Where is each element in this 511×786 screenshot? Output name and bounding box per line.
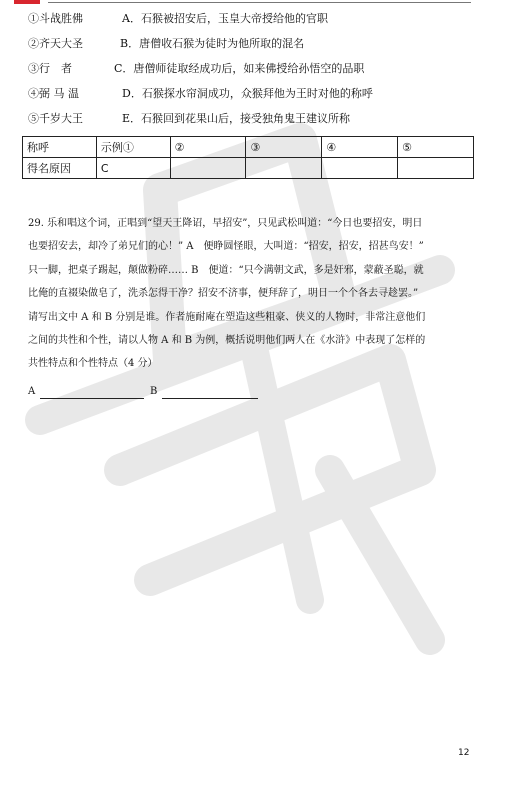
table-cell: 得名原因 <box>23 158 97 179</box>
table-row <box>23 158 474 179</box>
question-line: 请写出文中 A 和 B 分别是谁。作者施耐庵在塑造这些粗豪、侠义的人物时，非常注意他们 <box>28 311 426 323</box>
item-name: ③行 者 <box>28 62 72 75</box>
item-name: ⑤千岁大王 <box>28 112 83 125</box>
table-cell: ② <box>170 137 246 158</box>
matching-item <box>28 12 488 37</box>
question-line: 只一脚，把桌子踢起，颠做粉碎…… B 便道：“只今满朝文武，多是奸邪，蒙蔽圣聪，就 <box>28 264 424 276</box>
answer-b-label: B <box>150 386 158 397</box>
answer-lines <box>28 386 328 406</box>
question-line: 之间的共性和个性，请以人物 A 和 B 为例，概括说明他们两人在《水浒》中表现了怎样的 <box>28 335 426 347</box>
question-line: 29. 乐和唱这个词，正唱到“望天王降诏，早招安”，只见武松叫道：“今日也要招安，明日 <box>28 218 423 229</box>
table-cell: 示例① <box>96 137 170 158</box>
table-cell: 称呼 <box>23 137 97 158</box>
answer-cell[interactable] <box>170 158 246 179</box>
question-line: 比俺的直裰染做皂了，洗杀怎得干净？招安不济事，便拜辞了，明日一个个各去寻趁罢。” <box>28 288 419 300</box>
header-logo-mark <box>14 0 40 4</box>
matching-item <box>28 62 488 87</box>
matching-item <box>28 87 488 112</box>
answer-cell[interactable] <box>322 158 398 179</box>
item-description: D．石猴探水帘洞成功，众猴拜他为王时对他的称呼 <box>122 87 373 100</box>
item-description: E．石猴回到花果山后，接受独角鬼王建议所称 <box>122 112 351 125</box>
item-description: C．唐僧师徒取经成功后，如来佛授给孙悟空的品职 <box>114 62 365 75</box>
matching-list <box>28 12 488 137</box>
answer-a-blank[interactable] <box>40 398 144 399</box>
item-description: B．唐僧收石猴为徒时为他所取的混名 <box>120 37 305 50</box>
answer-a-label: A <box>28 386 36 397</box>
answer-table <box>22 136 474 179</box>
table-cell: ④ <box>322 137 398 158</box>
answer-b-blank[interactable] <box>162 398 258 399</box>
table-header-row <box>23 137 474 158</box>
table-cell: ⑤ <box>398 137 474 158</box>
matching-item <box>28 112 488 137</box>
header-bar <box>0 0 511 6</box>
item-name: ①斗战胜佛 <box>28 12 83 25</box>
question-29 <box>28 212 478 376</box>
page-number: 12 <box>458 748 470 758</box>
header-rule <box>48 2 471 3</box>
table-cell: ③ <box>246 137 322 158</box>
item-description: A．石猴被招安后，玉皇大帝授给他的官职 <box>122 12 328 25</box>
answer-cell[interactable] <box>398 158 474 179</box>
item-name: ④弼 马 温 <box>28 87 79 100</box>
question-line: 也要招安去，却冷了弟兄们的心！” A 便睁圆怪眼，大叫道：“招安，招安，招甚鸟安！” <box>28 241 424 253</box>
answer-cell[interactable] <box>246 158 322 179</box>
question-line: 共性特点和个性特点（4 分） <box>28 358 158 370</box>
item-name: ②齐天大圣 <box>28 37 83 50</box>
table-cell: C <box>96 158 170 179</box>
matching-item <box>28 37 488 62</box>
